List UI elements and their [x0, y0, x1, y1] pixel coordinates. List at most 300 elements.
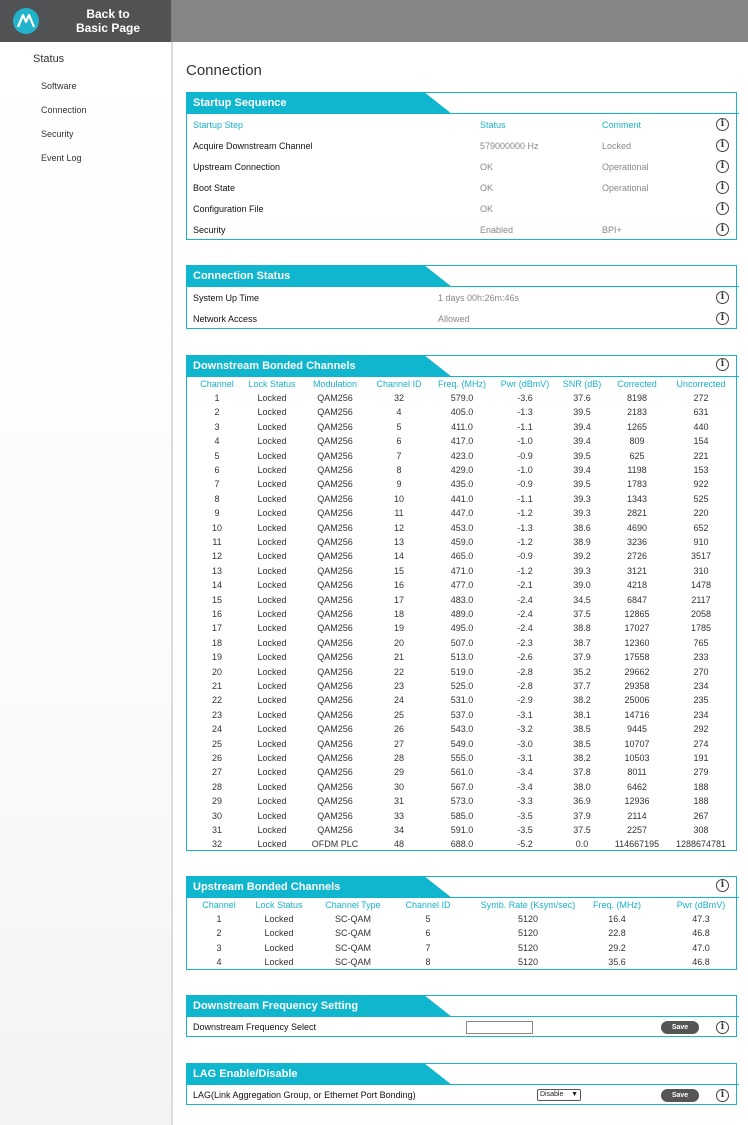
table-cell: Locked — [264, 957, 294, 968]
table-cell: 9 — [396, 479, 402, 490]
sidebar-item-event-log[interactable]: Event Log — [41, 153, 82, 163]
table-cell: 12 — [393, 522, 404, 533]
table-cell: 6462 — [626, 781, 648, 792]
table-row — [187, 839, 736, 853]
table-cell: 34 — [393, 825, 404, 835]
upstream-column-header: Channel Type — [325, 900, 381, 910]
table-cell: 465.0 — [450, 551, 474, 562]
table-cell: 10 — [211, 522, 222, 533]
table-cell: 10707 — [624, 738, 650, 749]
table-cell: 447.0 — [450, 508, 474, 519]
table-cell: 1785 — [690, 623, 712, 634]
table-row — [187, 667, 736, 681]
table-cell: 8198 — [626, 393, 648, 403]
table-cell: -2.4 — [517, 609, 533, 619]
table-cell: Locked — [257, 681, 287, 691]
startup-step-comment: BPI+ — [602, 225, 622, 235]
table-cell: -2.6 — [517, 652, 533, 663]
table-cell: SC-QAM — [335, 942, 371, 953]
table-row — [187, 957, 736, 971]
table-cell: 30 — [211, 810, 222, 821]
table-cell: 25006 — [624, 695, 650, 706]
table-cell: 405.0 — [450, 407, 474, 418]
table-cell: 20 — [393, 637, 404, 648]
table-cell: 5 — [425, 914, 431, 924]
table-row — [187, 811, 736, 825]
startup-step-name: Security — [193, 225, 226, 235]
table-row — [187, 739, 736, 753]
table-cell: 507.0 — [450, 637, 474, 648]
info-icon[interactable]: i — [716, 202, 729, 215]
table-cell: 19 — [393, 623, 404, 634]
table-cell: 39.5 — [573, 407, 591, 418]
table-cell: 411.0 — [451, 421, 473, 432]
table-cell: 2257 — [626, 825, 648, 835]
table-cell: 1288674781 — [675, 839, 727, 850]
table-cell: 10 — [393, 493, 404, 504]
connection-status-panel — [186, 265, 737, 329]
table-cell: 46.8 — [692, 928, 710, 939]
table-cell: Locked — [257, 393, 287, 403]
lag-select[interactable] — [537, 1089, 581, 1101]
table-cell: Locked — [257, 522, 287, 533]
table-cell: 1 — [216, 914, 222, 924]
info-icon[interactable]: i — [716, 312, 729, 325]
table-cell: 31 — [211, 825, 222, 835]
table-cell: 14 — [393, 551, 404, 562]
table-cell: Locked — [257, 738, 287, 749]
table-cell: 483.0 — [450, 594, 474, 605]
upstream-column-header: Freq. (MHz) — [593, 900, 641, 910]
startup-step-comment: Operational — [602, 183, 649, 193]
downstream-frequency-input[interactable] — [466, 1021, 533, 1034]
table-cell: 270 — [693, 666, 709, 677]
comment-header: Comment — [602, 120, 642, 130]
table-cell: Locked — [257, 724, 287, 735]
table-cell: QAM256 — [317, 450, 353, 461]
table-cell: Locked — [257, 508, 287, 519]
table-cell: 28 — [211, 781, 222, 792]
table-cell: 38.1 — [573, 709, 591, 720]
table-cell: Locked — [257, 810, 287, 821]
downstream-column-header: SNR (dB) — [562, 379, 602, 389]
table-cell: Locked — [257, 839, 287, 850]
table-cell: 154 — [693, 436, 709, 447]
table-cell: 27 — [211, 767, 222, 778]
info-icon[interactable]: i — [716, 1021, 729, 1034]
sidebar-item-software[interactable]: Software — [41, 81, 77, 91]
table-cell: QAM256 — [317, 465, 353, 475]
table-cell: 8011 — [627, 767, 647, 778]
table-cell: 1343 — [626, 493, 648, 504]
table-cell: 267 — [693, 810, 709, 821]
table-row — [187, 523, 736, 537]
panel-header — [186, 92, 452, 114]
table-cell: 234 — [693, 681, 709, 691]
table-row — [187, 914, 736, 928]
table-row — [187, 595, 736, 609]
table-cell: QAM256 — [317, 637, 353, 648]
table-cell: 34.5 — [573, 594, 591, 605]
table-cell: -1.3 — [517, 522, 533, 533]
table-cell: 39.0 — [573, 580, 591, 591]
upstream-channels-panel — [186, 876, 737, 970]
table-cell: QAM256 — [317, 666, 353, 677]
table-cell: 4218 — [626, 580, 648, 591]
motorola-logo — [13, 8, 39, 34]
table-cell: -2.3 — [517, 637, 533, 648]
connection-status-label: System Up Time — [193, 293, 260, 303]
sidebar-item-security[interactable]: Security — [41, 129, 74, 139]
table-cell: 4690 — [626, 522, 648, 533]
table-cell: 2183 — [626, 407, 648, 418]
table-cell: 26 — [393, 724, 404, 735]
table-row — [187, 551, 736, 565]
table-row — [187, 767, 736, 781]
table-cell: 537.0 — [450, 709, 474, 720]
table-cell: QAM256 — [317, 421, 353, 432]
info-icon[interactable]: i — [716, 358, 729, 371]
table-cell: 21 — [211, 681, 222, 691]
table-cell: 234 — [693, 709, 709, 720]
table-cell: QAM256 — [317, 825, 353, 835]
table-cell: 631 — [693, 407, 709, 418]
table-cell: Locked — [257, 493, 287, 504]
table-cell: 3 — [214, 421, 220, 432]
table-cell: -2.8 — [517, 681, 533, 691]
downstream-column-header: Freq. (MHz) — [438, 379, 486, 389]
table-cell: 38.5 — [573, 724, 591, 735]
table-cell: 543.0 — [450, 724, 474, 735]
upstream-column-header: Pwr (dBmV) — [676, 900, 726, 910]
connection-status-value: 1 days 00h:26m:46s — [438, 293, 520, 303]
page-title: Connection — [186, 62, 262, 79]
table-cell: 16.4 — [608, 914, 626, 924]
table-cell: QAM256 — [317, 753, 353, 763]
table-cell: 4 — [214, 436, 220, 447]
upstream-column-header: Lock Status — [255, 900, 303, 910]
table-row — [187, 566, 736, 580]
downstream-column-header: Uncorrected — [676, 379, 726, 389]
table-cell: 37.9 — [573, 652, 591, 663]
table-cell: 12865 — [624, 609, 650, 619]
table-cell: 26 — [211, 753, 222, 763]
table-cell: 310 — [693, 565, 709, 576]
table-cell: 6 — [396, 436, 402, 447]
table-cell: 46.8 — [692, 957, 710, 968]
startup-step-name: Configuration File — [193, 204, 264, 214]
panel-header — [186, 995, 452, 1017]
table-cell: -3.1 — [517, 753, 533, 763]
table-row — [187, 638, 736, 652]
lag-label: LAG(Link Aggregation Group, or Ethernet Port Bonding) — [193, 1090, 416, 1100]
table-cell: 114667195 — [614, 839, 660, 850]
table-cell: 220 — [693, 508, 709, 519]
table-cell: QAM256 — [317, 681, 353, 691]
table-cell: QAM256 — [317, 594, 353, 605]
table-cell: Locked — [257, 623, 287, 634]
info-icon[interactable]: i — [716, 223, 729, 236]
table-cell: -2.4 — [517, 594, 533, 605]
table-cell: 417.0 — [450, 436, 474, 447]
table-cell: 809 — [629, 436, 645, 447]
table-cell: 9445 — [626, 724, 648, 735]
startup-step-comment: Operational — [602, 162, 649, 172]
table-cell: 15 — [393, 565, 404, 576]
table-cell: SC-QAM — [335, 957, 371, 968]
table-cell: QAM256 — [317, 796, 353, 807]
table-row — [187, 508, 736, 522]
table-cell: 1783 — [626, 479, 648, 490]
table-cell: 233 — [693, 652, 709, 663]
table-cell: -0.9 — [517, 479, 533, 490]
info-icon[interactable]: i — [716, 118, 729, 131]
table-cell: 39.4 — [573, 436, 591, 447]
table-cell: 48 — [393, 839, 404, 850]
table-cell: -1.3 — [517, 407, 533, 418]
table-cell: 30 — [393, 781, 404, 792]
startup-step-status: OK — [480, 162, 494, 172]
table-cell: Locked — [257, 652, 287, 663]
table-cell: 8 — [425, 957, 431, 968]
table-row — [187, 623, 736, 637]
table-cell: OFDM PLC — [311, 839, 359, 850]
table-cell: 19 — [211, 652, 222, 663]
table-cell: 3121 — [626, 565, 648, 576]
table-cell: Locked — [257, 825, 287, 835]
table-cell: 423.0 — [450, 450, 474, 461]
table-cell: 17 — [393, 594, 404, 605]
table-cell: 459.0 — [450, 537, 474, 547]
table-cell: 18 — [393, 609, 404, 619]
table-cell: 11 — [394, 508, 404, 519]
table-cell: 11 — [212, 537, 222, 547]
table-cell: 188 — [693, 796, 709, 807]
sidebar-item-connection[interactable]: Connection — [41, 105, 87, 115]
table-cell: 10503 — [624, 753, 650, 763]
table-cell: 573.0 — [450, 796, 474, 807]
upstream-column-header: Channel ID — [405, 900, 451, 910]
sidebar — [0, 42, 173, 1125]
table-cell: 531.0 — [450, 695, 474, 706]
table-cell: 3236 — [626, 537, 648, 547]
table-cell: 16 — [211, 609, 222, 619]
table-cell: 292 — [693, 724, 709, 735]
table-cell: 12360 — [624, 637, 650, 648]
table-cell: 38.7 — [573, 637, 591, 648]
table-cell: -5.2 — [517, 839, 533, 850]
lag-save-button[interactable]: Save — [661, 1089, 699, 1102]
table-cell: 38.9 — [573, 537, 591, 547]
table-cell: 272 — [693, 393, 709, 403]
panel-header — [186, 265, 452, 287]
table-cell: 5 — [214, 450, 220, 461]
table-cell: 555.0 — [450, 753, 474, 763]
table-cell: 38.2 — [573, 695, 591, 706]
table-cell: 29358 — [624, 681, 650, 691]
info-icon[interactable]: i — [716, 1089, 729, 1102]
table-cell: QAM256 — [317, 393, 353, 403]
table-cell: 3517 — [690, 551, 712, 562]
table-cell: QAM256 — [317, 508, 353, 519]
table-cell: QAM256 — [317, 810, 353, 821]
connection-status-value: Allowed — [438, 314, 470, 324]
table-cell: 17 — [211, 623, 222, 634]
chevron-down-icon: ▼ — [571, 1091, 578, 1098]
table-cell: 9 — [214, 508, 220, 519]
table-cell: 5 — [396, 421, 402, 432]
table-cell: 652 — [693, 522, 709, 533]
table-cell: -0.9 — [517, 551, 533, 562]
table-cell: 235 — [693, 695, 709, 706]
motorola-logo-icon — [17, 14, 35, 28]
upstream-column-header: Channel — [202, 900, 236, 910]
table-cell: -3.3 — [517, 796, 533, 807]
info-icon[interactable]: i — [716, 160, 729, 173]
table-row — [187, 695, 736, 709]
table-cell: Locked — [257, 551, 287, 562]
table-cell: 153 — [693, 465, 709, 475]
table-cell: Locked — [257, 767, 287, 778]
table-cell: -1.0 — [517, 436, 533, 447]
table-cell: QAM256 — [317, 738, 353, 749]
table-cell: QAM256 — [317, 623, 353, 634]
table-cell: SC-QAM — [335, 914, 371, 924]
table-row — [187, 724, 736, 738]
table-cell: 1265 — [626, 421, 648, 432]
info-icon[interactable]: i — [716, 879, 729, 892]
table-cell: 29 — [211, 796, 222, 807]
startup-step-name: Boot State — [193, 183, 236, 193]
table-row — [187, 494, 736, 508]
table-row — [187, 422, 736, 436]
table-cell: 2117 — [691, 594, 711, 605]
table-cell: 549.0 — [450, 738, 474, 749]
table-cell: QAM256 — [317, 407, 353, 418]
table-cell: -3.0 — [517, 738, 533, 749]
lag-panel — [186, 1063, 737, 1105]
info-icon[interactable]: i — [716, 291, 729, 304]
table-cell: Locked — [257, 580, 287, 591]
table-cell: QAM256 — [317, 609, 353, 619]
table-cell: -2.8 — [517, 666, 533, 677]
startup-step-status: Enabled — [480, 225, 514, 235]
table-cell: 5120 — [517, 928, 539, 939]
table-cell: 477.0 — [450, 580, 474, 591]
table-cell: 0.0 — [575, 839, 589, 850]
frequency-save-button[interactable]: Save — [661, 1021, 699, 1034]
table-cell: 1198 — [627, 465, 647, 475]
table-cell: Locked — [264, 942, 294, 953]
table-cell: 16 — [393, 580, 404, 591]
table-cell: -3.1 — [517, 709, 533, 720]
downstream-column-header: Channel ID — [376, 379, 422, 389]
table-cell: 20 — [211, 666, 222, 677]
table-cell: -0.9 — [517, 450, 533, 461]
table-cell: 14 — [211, 580, 222, 591]
startup-step-header: Startup Step — [193, 120, 244, 130]
table-cell: 188 — [693, 781, 709, 792]
table-cell: Locked — [257, 421, 287, 432]
table-cell: 3 — [216, 942, 222, 953]
table-cell: 38.6 — [573, 522, 591, 533]
table-cell: 22.8 — [608, 928, 626, 939]
table-cell: 37.6 — [573, 393, 591, 403]
table-cell: 8 — [396, 465, 402, 475]
table-cell: 274 — [693, 738, 709, 749]
panel-header — [186, 1063, 452, 1085]
table-cell: 495.0 — [450, 623, 474, 634]
table-cell: 591.0 — [450, 825, 474, 835]
table-cell: 429.0 — [450, 465, 474, 475]
table-cell: 440 — [693, 421, 709, 432]
startup-step-status: 579000000 Hz — [480, 141, 539, 151]
info-icon[interactable]: i — [716, 181, 729, 194]
table-cell: Locked — [257, 796, 287, 807]
table-cell: 37.7 — [573, 681, 591, 691]
downstream-column-header: Channel — [200, 379, 234, 389]
table-cell: Locked — [257, 753, 287, 763]
connection-status-title: Connection Status — [193, 270, 291, 282]
table-cell: QAM256 — [317, 537, 353, 547]
table-cell: 39.5 — [573, 479, 591, 490]
table-cell: 2726 — [626, 551, 648, 562]
table-row — [187, 796, 736, 810]
top-bar-brand — [0, 0, 171, 42]
table-cell: 1 — [214, 393, 220, 403]
table-cell: Locked — [264, 928, 294, 939]
table-cell: -2.9 — [517, 695, 533, 706]
table-row — [187, 928, 736, 942]
table-cell: QAM256 — [317, 479, 353, 490]
table-cell: 39.4 — [573, 465, 591, 475]
table-cell: 2821 — [626, 508, 648, 519]
table-cell: -3.5 — [517, 810, 533, 821]
lag-title: LAG Enable/Disable — [193, 1068, 298, 1080]
back-label-line2: Basic Page — [75, 21, 141, 35]
downstream-frequency-panel — [186, 995, 737, 1037]
table-cell: -1.2 — [517, 565, 533, 576]
table-cell: 38.0 — [573, 781, 591, 792]
table-cell: 47.0 — [692, 942, 710, 953]
table-cell: 4 — [396, 407, 402, 418]
sidebar-heading-status[interactable]: Status — [33, 53, 65, 65]
table-cell: Locked — [257, 695, 287, 706]
table-cell: Locked — [257, 407, 287, 418]
downstream-column-header: Lock Status — [248, 379, 296, 389]
table-cell: 13 — [211, 565, 222, 576]
info-icon[interactable]: i — [716, 139, 729, 152]
table-cell: -2.1 — [517, 580, 533, 591]
table-cell: 7 — [214, 479, 220, 490]
table-cell: 37.9 — [573, 810, 591, 821]
table-row — [187, 436, 736, 450]
table-cell: 2058 — [690, 609, 712, 619]
table-cell: 8 — [214, 493, 220, 504]
table-cell: 489.0 — [450, 609, 474, 619]
table-cell: SC-QAM — [335, 928, 371, 939]
table-cell: 31 — [393, 796, 404, 807]
table-cell: 27 — [393, 738, 404, 749]
table-cell: 2 — [216, 928, 222, 939]
back-to-basic-page-link[interactable] — [58, 7, 158, 35]
table-cell: 7 — [396, 450, 402, 461]
table-cell: -3.2 — [517, 724, 533, 735]
table-cell: -1.1 — [517, 493, 533, 504]
table-cell: -1.2 — [517, 537, 533, 547]
table-cell: 22 — [393, 666, 404, 677]
table-cell: 37.5 — [573, 825, 591, 835]
